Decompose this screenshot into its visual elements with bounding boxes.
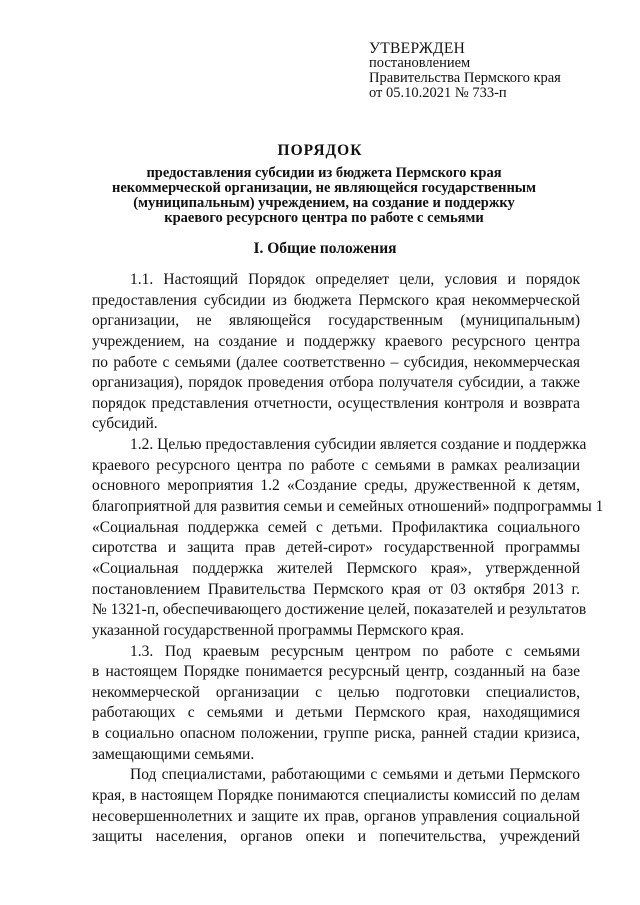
body-line: края, в настоящем Порядке понимаются специалисты комиссий по делам [92, 787, 580, 805]
body-line: «Социальная поддержка жителей Пермского края», утвержденной [92, 559, 580, 577]
body-line: в социально опасном положении, группе риска, ранней стадии кризиса, [92, 725, 580, 743]
body-line: учреждением, на создание и поддержку краевого ресурсного центра [92, 332, 580, 350]
body-line: краевого ресурсного центра по работе с семьями в рамках реализации [92, 456, 580, 474]
subtitle-line: некоммерческой организации, не являющейся государственным [111, 180, 537, 196]
approval-line: от 05.10.2021 № 733-п [369, 85, 507, 101]
body-line: замещающими семьями. [92, 745, 255, 763]
body-line: порядок представления отчетности, осуществления контроля и возврата [92, 394, 580, 412]
body-line: 1.1. Настоящий Порядок определяет цели, условия и порядок [130, 271, 580, 288]
section-heading: I. Общие положения [253, 240, 397, 257]
document-title: ПОРЯДОК [277, 142, 363, 159]
body-line: несовершеннолетних и защите их прав, органов управления социальной [92, 807, 580, 825]
approval-line: постановлением [369, 55, 471, 71]
approval-line: Правительства Пермского края [369, 70, 561, 86]
body-line: «Социальная поддержка семей с детьми. Профилактика социального [92, 518, 580, 536]
body-line: субсидий. [92, 415, 158, 433]
subtitle-line: краевого ресурсного центра по работе с семьями [164, 210, 484, 226]
body-line: в настоящем Порядке понимается ресурсный центр, созданный на базе [92, 663, 580, 681]
body-line: 1.3. Под краевым ресурсным центром по работе с семьями [130, 642, 580, 660]
body-line: предоставления субсидии из бюджета Пермского края некоммерческой [92, 291, 580, 309]
body-line: указанной государственной программы Пермского края. [92, 621, 464, 639]
subtitle-line: (муниципальным) учреждением, на создание и поддержку [133, 195, 515, 211]
approval-block [369, 41, 561, 101]
body-line: организация), порядок проведения отбора получателя субсидии, а также [92, 374, 580, 392]
body-line: основного мероприятия 1.2 «Создание среды, дружественной к детям, [92, 477, 580, 495]
body-line: защиты населения, органов опеки и попечительства, учреждений [92, 828, 580, 846]
approval-stamp: УТВЕРЖДЕН [369, 40, 466, 57]
body-line: некоммерческой организации с целью подготовки специалистов, [92, 683, 580, 701]
body-line: благоприятной для развития семьи и семейных отношений» подпрограммы 1 [92, 498, 604, 516]
body-line: Под специалистами, работающими с семьями и детьми Пермского [130, 766, 580, 784]
document-body [92, 270, 604, 848]
body-line: 1.2. Целью предоставления субсидии является создание и поддержка [130, 436, 587, 454]
body-line: № 1321-п, обеспечивающего достижение целей, показателей и результатов [92, 601, 587, 619]
document-subtitle [90, 166, 558, 226]
body-line: постановлением Правительства Пермского края от 03 октября 2013 г. [92, 580, 580, 598]
body-line: работающих с семьями и детьми Пермского края, находящимися [92, 704, 580, 722]
subtitle-line: предоставления субсидии из бюджета Пермского края [146, 165, 502, 181]
body-line: по работе с семьями (далее соответственно – субсидия, некоммерческая [92, 353, 580, 371]
body-line: организации, не являющейся государственным (муниципальным) [92, 312, 580, 330]
body-line: сиротства и защита прав детей-сирот» государственной программы [92, 539, 580, 557]
